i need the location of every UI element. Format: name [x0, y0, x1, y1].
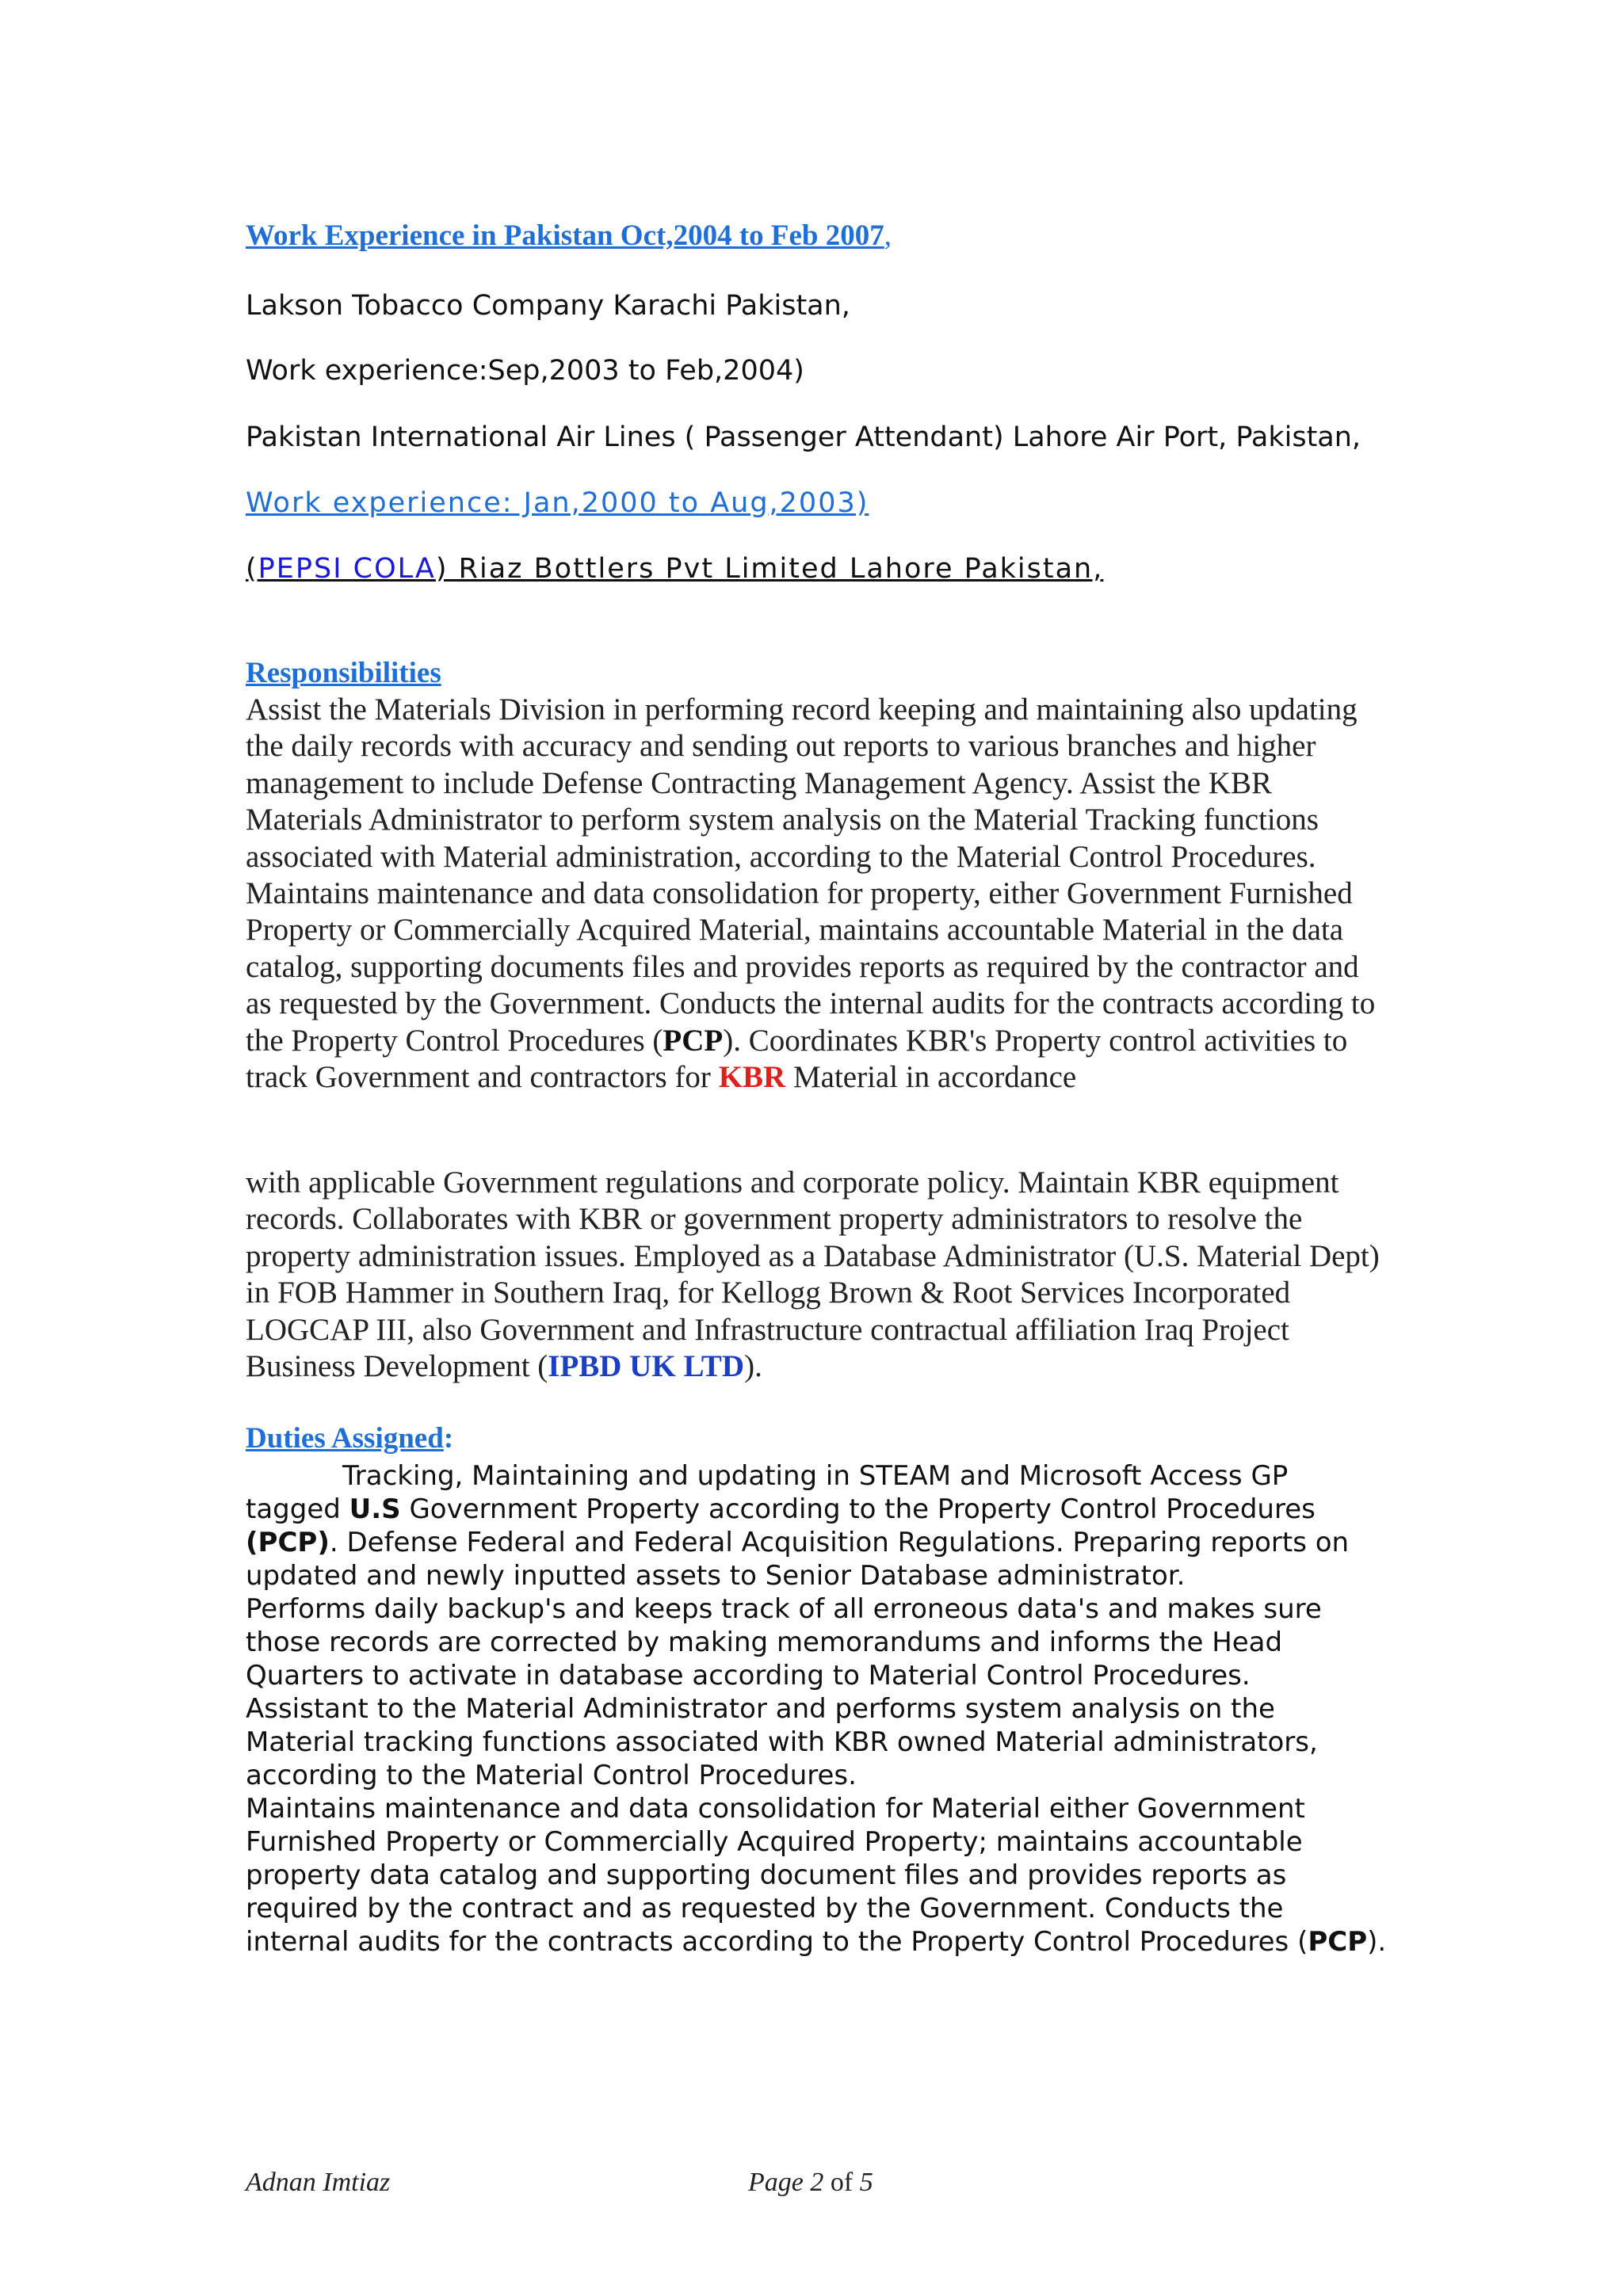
pepsi-rest: ) Riaz Bottlers Pvt Limited Lahore Pakistan, — [435, 553, 1104, 585]
duties-paragraph-3: Assistant to the Material Administrator and performs system analysis on the Material tracking functions associated with KBR owned Material administrators, according to the Material Control Procedures. — [246, 1693, 1318, 1791]
work-exp-2000-link[interactable]: Work experience: Jan,2000 to Aug,2003) — [246, 487, 869, 519]
duties-text-a: Tracking, Maintaining and updating in STEAM and Microsoft Access GP tagged — [246, 1460, 1289, 1525]
duties-pcp-2: PCP — [1308, 1926, 1368, 1958]
duties-paragraph-1 — [246, 1459, 1387, 1592]
footer-of-word: of — [823, 2168, 860, 2197]
responsibilities-paragraph-1 — [246, 692, 1387, 1096]
duties-us: U.S — [349, 1493, 401, 1525]
resp-p2-text-a: with applicable Government regulations and corporate policy. Maintain KBR equipment records. Collaborates with KBR or government property administrators to resolve the property administration issues. Employed as a Database Administrator (U.S. Material Dept) in FOB Hammer in Southern Iraq, for Kellogg Brown & Root Services Incorporated LOGCAP III, also Government and Infrastructure contractual affiliation Iraq Project Business Development ( — [246, 1165, 1380, 1384]
footer-page-current: 2 — [810, 2168, 824, 2197]
resp-pcp: PCP — [663, 1023, 724, 1058]
resp-p1-text-b: ). Coordinates KBR's Property control activities to track Government and contractors for — [246, 1023, 1348, 1095]
responsibilities-paragraph-2 — [246, 1165, 1387, 1385]
duties-pcp-1: (PCP) — [246, 1527, 330, 1558]
work-experience-pakistan-text[interactable]: Work Experience in Pakistan Oct,2004 to Feb 2007 — [246, 219, 884, 252]
work-exp-2003-line: Work experience:Sep,2003 to Feb,2004) — [246, 355, 804, 387]
duties-assigned-text[interactable]: Duties Assigned — [246, 1422, 444, 1455]
duties-assigned-heading[interactable] — [246, 1421, 453, 1455]
duties-4-text-a: Maintains maintenance and data consolidation for Material either Government Furnished Property or Commercially Acquired Property; maintains accountable property data catalog and supporting document files and provides reports as required by the contract and as requested by the Government. Conducts the internal audits for the contracts according to the Property Control Procedures ( — [246, 1793, 1308, 1958]
work-experience-pakistan-heading[interactable] — [246, 219, 892, 253]
duties-paragraph-4 — [246, 1792, 1387, 1958]
heading-comma: , — [884, 219, 892, 252]
resp-p2-text-b: ). — [744, 1349, 762, 1384]
footer-page-word: Page — [748, 2168, 811, 2197]
footer-author: Adnan Imtiaz — [246, 2168, 391, 2197]
duties-colon: : — [443, 1422, 454, 1455]
responsibilities-heading[interactable]: Responsibilities — [246, 657, 441, 689]
footer-page-number — [748, 2168, 873, 2198]
pia-line: Pakistan International Air Lines ( Passenger Attendant) Lahore Air Port, Pakistan, — [246, 421, 1361, 453]
lakson-line: Lakson Tobacco Company Karachi Pakistan, — [246, 290, 850, 322]
resp-ipbd: IPBD UK LTD — [548, 1349, 745, 1384]
duties-text-b: Government Property according to the Property Control Procedures — [400, 1493, 1316, 1525]
footer-page-total: 5 — [859, 2168, 873, 2197]
pepsi-cola-link[interactable]: PEPSI COLA — [258, 553, 436, 585]
duties-text-c: . Defense Federal and Federal Acquisition Regulations. Preparing reports on updated and newly inputted assets to Senior Database administrator. — [246, 1527, 1350, 1592]
resp-p1-text-a: Assist the Materials Division in performing record keeping and maintaining also updating the daily records with accuracy and sending out reports to various branches and higher management to include Defense Contracting Management Agency. Assist the KBR Materials Administrator to perform system analysis on the Material Tracking functions associated with Material administration, according to the Material Control Procedures. Maintains maintenance and data consolidation for property, either Government Furnished Property or Commercially Acquired Material, maintains accountable Material in the data catalog, supporting documents files and provides reports as required by the contractor and as requested by the Government. Conducts the internal audits for the contracts according to the Property Control Procedures ( — [246, 692, 1376, 1058]
resp-kbr: KBR — [718, 1060, 786, 1095]
duties-4-text-b: ). — [1367, 1926, 1387, 1958]
duties-paragraph-2: Performs daily backup's and keeps track of all erroneous data's and makes sure those records are corrected by making memorandums and informs the Head Quarters to activate in database according to Material Control Procedures. — [246, 1593, 1322, 1691]
pepsi-open-paren: ( — [246, 553, 258, 585]
resp-p1-text-c: Material in accordance — [785, 1060, 1077, 1095]
pepsi-line — [246, 553, 1125, 585]
